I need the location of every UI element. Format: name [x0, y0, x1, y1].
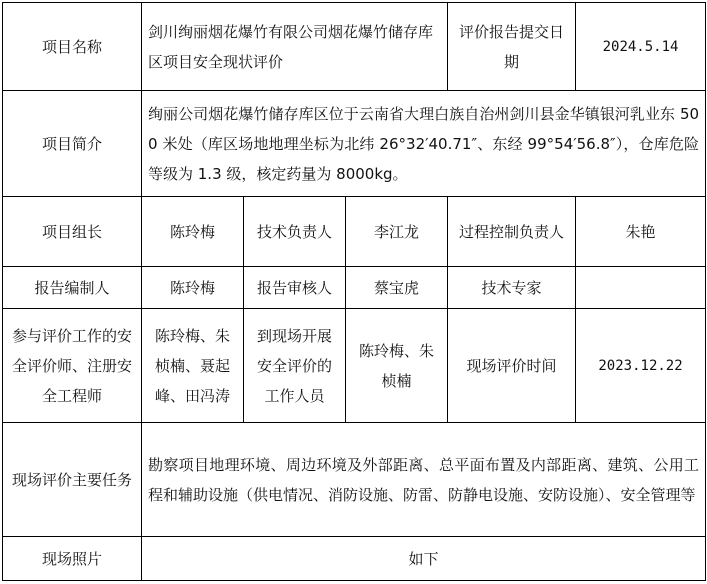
report-author-label: 报告编制人 [3, 267, 142, 309]
report-reviewer-value: 蔡宝虎 [346, 267, 448, 309]
process-control-label: 过程控制负责人 [448, 197, 576, 267]
report-date-label: 评价报告提交日期 [448, 3, 576, 91]
main-tasks-value: 勘察项目地理环境、周边环境及外部距离、总平面布置及内部距离、建筑、公用工程和辅助设施（供电情况、消防设施、防雷、防静电设施、安防设施）、安全管理等 [142, 423, 706, 537]
row-team [3, 197, 706, 267]
main-tasks-label: 现场评价主要任务 [3, 423, 142, 537]
participants-label: 参与评价工作的安全评价师、注册安全工程师 [3, 309, 142, 423]
onsite-time-value: 2023.12.22 [576, 309, 706, 423]
row-intro [3, 91, 706, 197]
process-control-value: 朱艳 [576, 197, 706, 267]
project-name-label: 项目名称 [3, 3, 142, 91]
onsite-time-label: 现场评价时间 [448, 309, 576, 423]
row-project-name [3, 3, 706, 91]
project-info-table [2, 2, 706, 581]
row-main-tasks [3, 423, 706, 537]
participants-value: 陈玲梅、朱桢楠、聂起峰、田冯涛 [142, 309, 244, 423]
tech-expert-label: 技术专家 [448, 267, 576, 309]
row-report-staff [3, 267, 706, 309]
photos-label: 现场照片 [3, 537, 142, 581]
report-author-value: 陈玲梅 [142, 267, 244, 309]
intro-label: 项目简介 [3, 91, 142, 197]
report-reviewer-label: 报告审核人 [244, 267, 346, 309]
team-leader-label: 项目组长 [3, 197, 142, 267]
row-participants [3, 309, 706, 423]
onsite-staff-value: 陈玲梅、朱桢楠 [346, 309, 448, 423]
project-name-value: 剑川绚丽烟花爆竹有限公司烟花爆竹储存库区项目安全现状评价 [142, 3, 448, 91]
tech-lead-value: 李江龙 [346, 197, 448, 267]
intro-value: 绚丽公司烟花爆竹储存库区位于云南省大理白族自治州剑川县金华镇银河乳业东 500 米处（库区场地地理坐标为北纬 26°32′40.71″、东经 99°54′56.8″），仓库危险等级为 1.3 级，核定药量为 8000kg。 [142, 91, 706, 197]
report-date-value: 2024.5.14 [576, 3, 706, 91]
row-photos [3, 537, 706, 581]
tech-lead-label: 技术负责人 [244, 197, 346, 267]
onsite-staff-label: 到现场开展安全评价的工作人员 [244, 309, 346, 423]
photos-value: 如下 [142, 537, 706, 581]
tech-expert-value [576, 267, 706, 309]
team-leader-value: 陈玲梅 [142, 197, 244, 267]
